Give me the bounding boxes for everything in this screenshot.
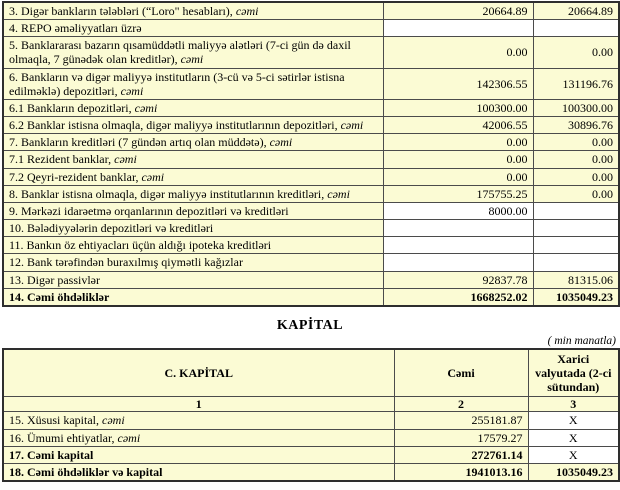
row-value-foreign: 0.00 — [533, 168, 619, 185]
row-label: 16. Ümumi ehtiyatlar, cəmi — [3, 429, 394, 446]
column-number-3: 3 — [528, 397, 619, 412]
row-label: 17. Cəmi kapital — [3, 446, 394, 463]
row-label: 7.1 Rezident banklar, cəmi — [3, 151, 383, 168]
column-number-1: 1 — [3, 397, 394, 412]
row-value-total: 92837.78 — [383, 271, 533, 288]
row-value-total: 255181.87 — [394, 412, 528, 429]
row-value-foreign: 30896.76 — [533, 117, 619, 134]
row-value-foreign: 81315.06 — [533, 271, 619, 288]
row-value-total — [383, 20, 533, 37]
row-value-total: 1668252.02 — [383, 288, 533, 306]
row-label: 18. Cəmi öhdəliklər və kapital — [3, 463, 394, 481]
row-value-total: 272761.14 — [394, 446, 528, 463]
table-row — [3, 37, 619, 68]
capital-table — [2, 348, 620, 482]
table-row — [3, 20, 619, 37]
row-label: 3. Digər bankların tələbləri (“Loro" hesabları), cəmi — [3, 2, 383, 20]
row-value-total: 142306.55 — [383, 68, 533, 99]
row-label: 10. Bələdiyyələrin depozitləri və kreditləri — [3, 220, 383, 237]
row-value-total: 8000.00 — [383, 202, 533, 219]
row-label: 5. Banklararası bazarın qısamüddətli maliyyə alətləri (7-ci gün də daxil olmaqla, 7 günədək olan kreditlər), cəmi — [3, 37, 383, 68]
column-number-2: 2 — [394, 397, 528, 412]
row-value-total: 0.00 — [383, 168, 533, 185]
header-name: C. KAPİTAL — [3, 349, 394, 397]
total-liabilities-row — [3, 288, 619, 306]
total-capital-row — [3, 446, 619, 463]
row-value-total: 42006.55 — [383, 117, 533, 134]
row-label: 7. Bankların kreditləri (7 gündən artıq olan müddətə), cəmi — [3, 134, 383, 151]
row-label: 9. Mərkəzi idarəetmə orqanlarının depozitləri və kreditləri — [3, 202, 383, 219]
total-liabilities-and-capital-row — [3, 463, 619, 481]
row-label: 6. Bankların və digər maliyyə institutların (3-cü və 5-ci sətirlər istisna edilməklə) depozitləri, cəmi — [3, 68, 383, 99]
table-row — [3, 168, 619, 185]
liabilities-table — [2, 1, 620, 307]
row-label: 11. Bankın öz ehtiyacları üçün aldığı ipoteka kreditləri — [3, 237, 383, 254]
row-value-foreign: 0.00 — [533, 37, 619, 68]
row-value-foreign: 100300.00 — [533, 99, 619, 116]
row-value-total: 0.00 — [383, 134, 533, 151]
row-value-total: 175755.25 — [383, 185, 533, 202]
row-label: 4. REPO əməliyyatları üzrə — [3, 20, 383, 37]
row-value-foreign — [533, 202, 619, 219]
row-value-foreign: X — [528, 446, 619, 463]
table-row — [3, 151, 619, 168]
row-label: 7.2 Qeyri-rezident banklar, cəmi — [3, 168, 383, 185]
row-value-foreign: 0.00 — [533, 134, 619, 151]
table-row — [3, 202, 619, 219]
row-label: 6.2 Banklar istisna olmaqla, digər maliyyə institutlarının depozitləri, cəmi — [3, 117, 383, 134]
row-value-foreign: 0.00 — [533, 185, 619, 202]
row-value-foreign: 1035049.23 — [528, 463, 619, 481]
row-value-total: 100300.00 — [383, 99, 533, 116]
table-row — [3, 220, 619, 237]
row-label: 13. Digər passivlər — [3, 271, 383, 288]
row-value-total: 17579.27 — [394, 429, 528, 446]
row-value-foreign — [533, 237, 619, 254]
table-row — [3, 185, 619, 202]
table-row — [3, 271, 619, 288]
header-total: Cəmi — [394, 349, 528, 397]
row-label: 14. Cəmi öhdəliklər — [3, 288, 383, 306]
row-label: 6.1 Bankların depozitləri, cəmi — [3, 99, 383, 116]
table-row — [3, 2, 619, 20]
table-row — [3, 134, 619, 151]
row-value-foreign — [533, 254, 619, 271]
row-value-total: 0.00 — [383, 37, 533, 68]
table-row — [3, 412, 619, 429]
table-row — [3, 68, 619, 99]
row-value-foreign: 1035049.23 — [533, 288, 619, 306]
row-value-total: 1941013.16 — [394, 463, 528, 481]
row-value-foreign — [533, 20, 619, 37]
row-value-total — [383, 237, 533, 254]
section-title: KAPİTAL — [276, 317, 344, 333]
row-value-total: 20664.89 — [383, 2, 533, 20]
header-foreign-currency: Xarici valyutada (2-ci sütundan) — [528, 349, 619, 397]
row-value-foreign: 0.00 — [533, 151, 619, 168]
row-label: 8. Banklar istisna olmaqla, digər maliyyə institutlarının kreditləri, cəmi — [3, 185, 383, 202]
row-value-total: 0.00 — [383, 151, 533, 168]
row-value-foreign — [533, 220, 619, 237]
row-value-foreign: 131196.76 — [533, 68, 619, 99]
table-row — [3, 254, 619, 271]
table-row — [3, 429, 619, 446]
row-value-foreign: X — [528, 429, 619, 446]
table-row — [3, 99, 619, 116]
table-row — [3, 237, 619, 254]
row-value-total — [383, 254, 533, 271]
row-label: 15. Xüsusi kapital, cəmi — [3, 412, 394, 429]
row-value-foreign: 20664.89 — [533, 2, 619, 20]
capital-header-row — [3, 349, 619, 397]
row-label: 12. Bank tərəfindən buraxılmış qiymətli kağızlar — [3, 254, 383, 271]
row-value-total — [383, 220, 533, 237]
table-row — [3, 117, 619, 134]
row-value-foreign: X — [528, 412, 619, 429]
currency-note: ( min manatla) — [547, 334, 616, 347]
column-numbering-row — [3, 397, 619, 412]
